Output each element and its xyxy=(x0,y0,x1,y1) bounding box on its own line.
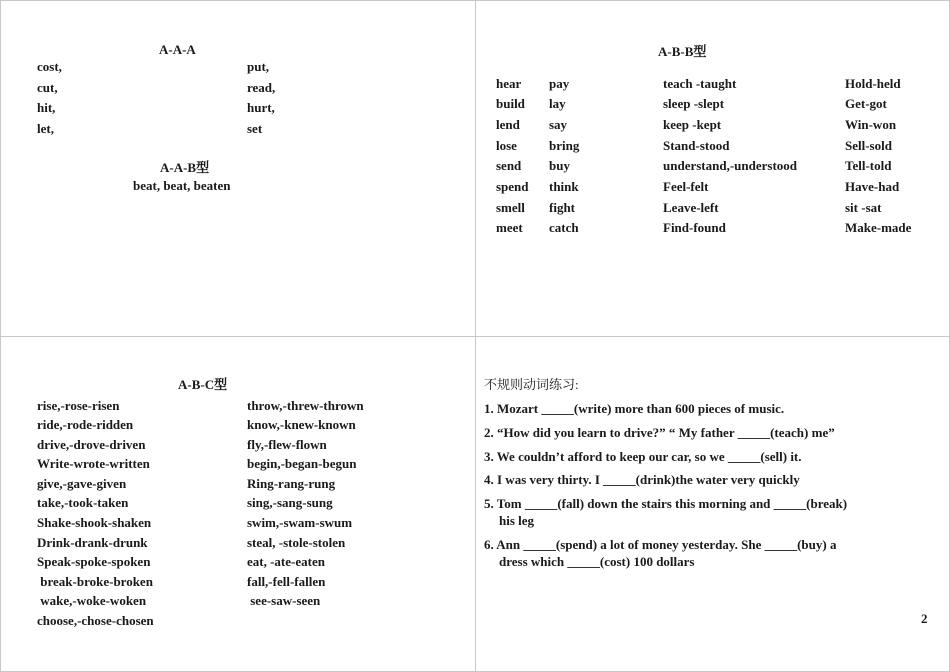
abb-col2-item: bring xyxy=(549,138,580,153)
abb-col1-item: spend xyxy=(496,179,529,194)
abb-col4-item: sit -sat xyxy=(845,200,882,215)
abb-col1-item: send xyxy=(496,158,522,173)
abc-right-item: steal, -stole-stolen xyxy=(247,535,346,550)
exercise-question-6-line1: 6. Ann _____(spend) a lot of money yesterday. She _____(buy) a xyxy=(484,537,837,552)
exercise-question-5-line2: his leg xyxy=(499,513,535,528)
abb-col1-item: meet xyxy=(496,220,523,235)
abc-left-item: choose,-chose-chosen xyxy=(37,613,154,628)
abc-right-item: Ring-rang-rung xyxy=(247,476,336,491)
abc-title: A-B-C型 xyxy=(178,377,228,392)
abb-col1-item: hear xyxy=(496,76,522,91)
aaa-left-item: hit, xyxy=(37,100,56,115)
aaa-left-item: cost, xyxy=(37,59,62,74)
exercise-question-6-line2: dress which _____(cost) 100 dollars xyxy=(499,554,695,569)
aaa-title: A-A-A xyxy=(159,42,196,57)
abb-col2-item: say xyxy=(549,117,568,132)
exercise-question-2: 2. “How did you learn to drive?” “ My father _____(teach) me” xyxy=(484,425,835,440)
abc-left-item: Drink-drank-drunk xyxy=(37,535,148,550)
abb-col3-item: Leave-left xyxy=(663,200,719,215)
abb-col4-item: Make-made xyxy=(845,220,912,235)
abb-col3-item: teach -taught xyxy=(663,76,737,91)
abb-col1-item: lend xyxy=(496,117,520,132)
abc-left-item: Shake-shook-shaken xyxy=(37,515,152,530)
abb-col2-item: buy xyxy=(549,158,570,173)
exercise-question-1: 1. Mozart _____(write) more than 600 pieces of music. xyxy=(484,401,785,416)
abc-right-item: know,-knew-known xyxy=(247,417,356,432)
abc-left-item: give,-gave-given xyxy=(37,476,127,491)
page-number: 2 xyxy=(921,611,928,626)
abc-left-item: drive,-drove-driven xyxy=(37,437,146,452)
abc-right-item: begin,-began-begun xyxy=(247,456,357,471)
abc-left-item: ride,-rode-ridden xyxy=(37,417,134,432)
abb-col3-item: Stand-stood xyxy=(663,138,730,153)
abb-title: A-B-B型 xyxy=(658,44,707,59)
abc-left-item: Speak-spoke-spoken xyxy=(37,554,151,569)
exercise-question-3: 3. We couldn’t afford to keep our car, so we _____(sell) it. xyxy=(484,449,802,464)
abb-col2-item: catch xyxy=(549,220,579,235)
abb-col4-item: Get-got xyxy=(845,96,887,111)
abb-col4-item: Tell-told xyxy=(845,158,892,173)
aaa-right-item: read, xyxy=(247,80,276,95)
abc-right-item: fly,-flew-flown xyxy=(247,437,327,452)
exercise-title: 不规则动词练习: xyxy=(484,377,579,392)
aab-title: A-A-B型 xyxy=(160,160,210,175)
aaa-left-item: cut, xyxy=(37,80,58,95)
abb-col1-item: lose xyxy=(496,138,517,153)
abc-left-item: break-broke-broken xyxy=(37,574,153,589)
abb-col1-item: smell xyxy=(496,200,525,215)
abb-col3-item: understand,-understood xyxy=(663,158,798,173)
abb-col2-item: think xyxy=(549,179,579,194)
abb-col3-item: Feel-felt xyxy=(663,179,709,194)
abb-col3-item: keep -kept xyxy=(663,117,722,132)
aaa-right-item: hurt, xyxy=(247,100,275,115)
abc-right-item: sing,-sang-sung xyxy=(247,495,333,510)
abb-col4-item: Hold-held xyxy=(845,76,901,91)
aab-example: beat, beat, beaten xyxy=(133,178,231,193)
abb-col4-item: Sell-sold xyxy=(845,138,892,153)
abb-col4-item: Win-won xyxy=(845,117,897,132)
abb-col3-item: sleep -slept xyxy=(663,96,725,111)
abc-left-item: wake,-woke-woken xyxy=(37,593,147,608)
aaa-left-item: let, xyxy=(37,121,54,136)
abc-right-item: see-saw-seen xyxy=(247,593,321,608)
abc-right-item: swim,-swam-swum xyxy=(247,515,353,530)
abb-col2-item: lay xyxy=(549,96,566,111)
abb-col2-item: pay xyxy=(549,76,570,91)
abc-left-item: rise,-rose-risen xyxy=(37,398,120,413)
exercise-question-5-line1: 5. Tom _____(fall) down the stairs this morning and _____(break) xyxy=(484,496,848,511)
abb-col3-item: Find-found xyxy=(663,220,726,235)
abb-col2-item: fight xyxy=(549,200,575,215)
abb-col4-item: Have-had xyxy=(845,179,900,194)
abc-right-item: throw,-threw-thrown xyxy=(247,398,364,413)
exercise-question-4: 4. I was very thirty. I _____(drink)the water very quickly xyxy=(484,472,800,487)
aaa-right-item: put, xyxy=(247,59,270,74)
aaa-right-item: set xyxy=(247,121,263,136)
abb-col1-item: build xyxy=(496,96,525,111)
abc-right-item: fall,-fell-fallen xyxy=(247,574,326,589)
horizontal-divider xyxy=(0,336,950,337)
abc-left-item: take,-took-taken xyxy=(37,495,129,510)
abc-left-item: Write-wrote-written xyxy=(37,456,150,471)
abc-right-item: eat, -ate-eaten xyxy=(247,554,325,569)
